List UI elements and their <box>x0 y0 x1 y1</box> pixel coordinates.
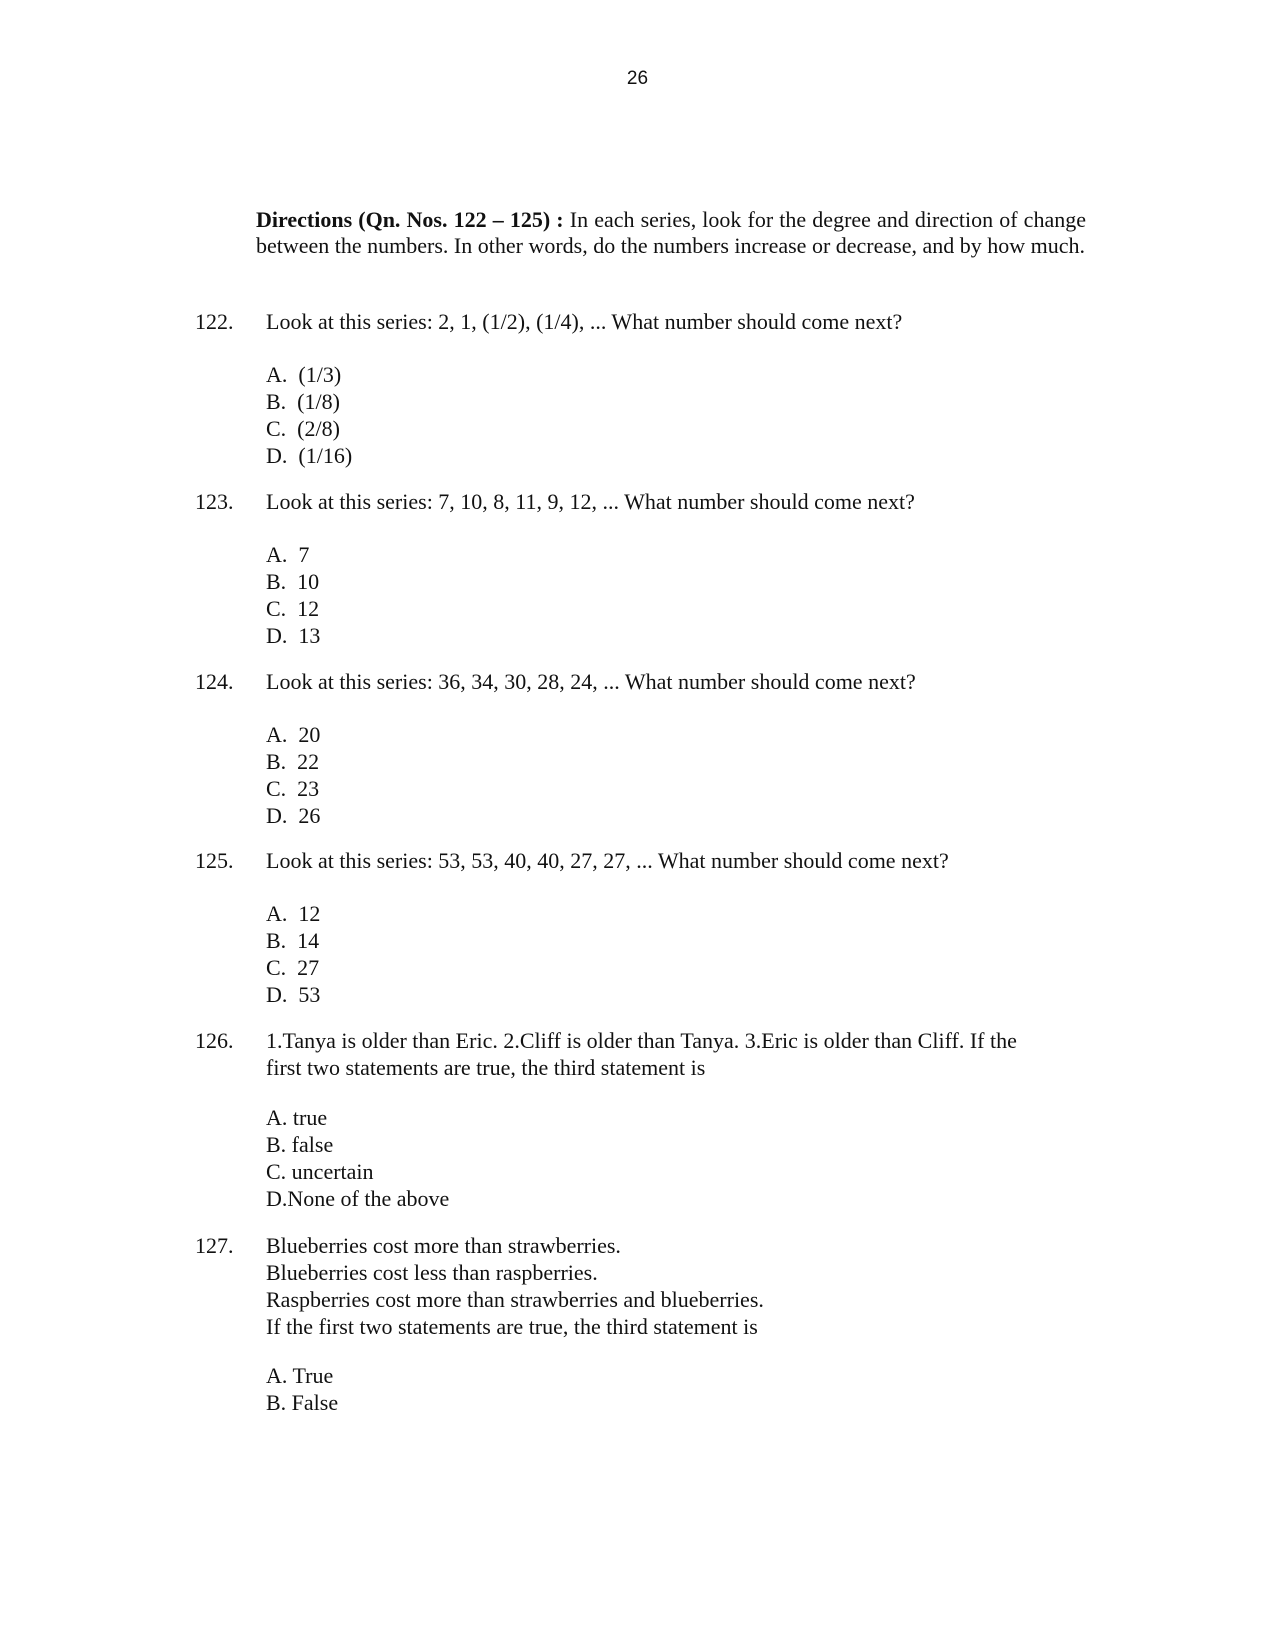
option-d: D. 26 <box>266 803 321 828</box>
option-c: C. 23 <box>266 776 320 801</box>
answer-options <box>266 721 320 829</box>
directions-heading: Directions (Qn. Nos. 122 – 125) : <box>256 207 564 232</box>
option-c: C. 12 <box>266 596 320 621</box>
option-a: A. (1/3) <box>266 362 342 387</box>
option-b: B. 22 <box>266 749 320 774</box>
answer-options <box>266 1362 338 1416</box>
directions-paragraph <box>256 207 1086 259</box>
question-line: Blueberries cost more than strawberries. <box>266 1233 621 1258</box>
question-line: Look at this series: 36, 34, 30, 28, 24, ... What number should come next? <box>266 669 916 694</box>
question-number: 122. <box>195 309 234 334</box>
option-c: C. 27 <box>266 955 320 980</box>
question-line: If the first two statements are true, the third statement is <box>266 1314 758 1339</box>
question-number: 126. <box>195 1028 234 1053</box>
question-number: 125. <box>195 848 234 873</box>
option-a: A. True <box>266 1363 334 1388</box>
question-line: Look at this series: 2, 1, (1/2), (1/4), ... What number should come next? <box>266 309 903 334</box>
option-a: A. true <box>266 1105 328 1130</box>
answer-options <box>266 1104 449 1212</box>
question-number: 124. <box>195 669 234 694</box>
question-text <box>266 1027 1096 1081</box>
option-b: B. 14 <box>266 928 320 953</box>
option-d: D. (1/16) <box>266 443 353 468</box>
option-c: C. uncertain <box>266 1159 374 1184</box>
option-b: B. false <box>266 1132 334 1157</box>
question-line: 1.Tanya is older than Eric. 2.Cliff is older than Tanya. 3.Eric is older than Cliff. If the <box>266 1028 1017 1053</box>
question-line: Look at this series: 53, 53, 40, 40, 27, 27, ... What number should come next? <box>266 848 949 873</box>
directions-text: In each series, look for the degree and direction of change between the numbers. In other words, do the numbers increase or decrease, and by how much. <box>256 207 1086 258</box>
option-d: D.None of the above <box>266 1186 450 1211</box>
question-text <box>266 847 1096 874</box>
question-line: Raspberries cost more than strawberries and blueberries. <box>266 1287 764 1312</box>
question-text <box>266 308 1096 335</box>
question-line: Look at this series: 7, 10, 8, 11, 9, 12, ... What number should come next? <box>266 489 915 514</box>
page-number: 26 <box>626 68 649 89</box>
question-number: 123. <box>195 489 234 514</box>
answer-options <box>266 900 320 1008</box>
question-text <box>266 1232 1096 1340</box>
option-b: B. 10 <box>266 569 320 594</box>
answer-options <box>266 541 320 649</box>
option-d: D. 53 <box>266 982 321 1007</box>
question-number: 127. <box>195 1233 234 1258</box>
answer-options <box>266 361 352 469</box>
option-a: A. 20 <box>266 722 321 747</box>
option-a: A. 12 <box>266 901 321 926</box>
option-c: C. (2/8) <box>266 416 340 441</box>
question-line: first two statements are true, the third statement is <box>266 1055 706 1080</box>
option-d: D. 13 <box>266 623 321 648</box>
question-text <box>266 488 1096 515</box>
option-b: B. (1/8) <box>266 389 340 414</box>
question-text <box>266 668 1096 695</box>
question-line: Blueberries cost less than raspberries. <box>266 1260 598 1285</box>
option-b: B. False <box>266 1390 339 1415</box>
option-a: A. 7 <box>266 542 310 567</box>
